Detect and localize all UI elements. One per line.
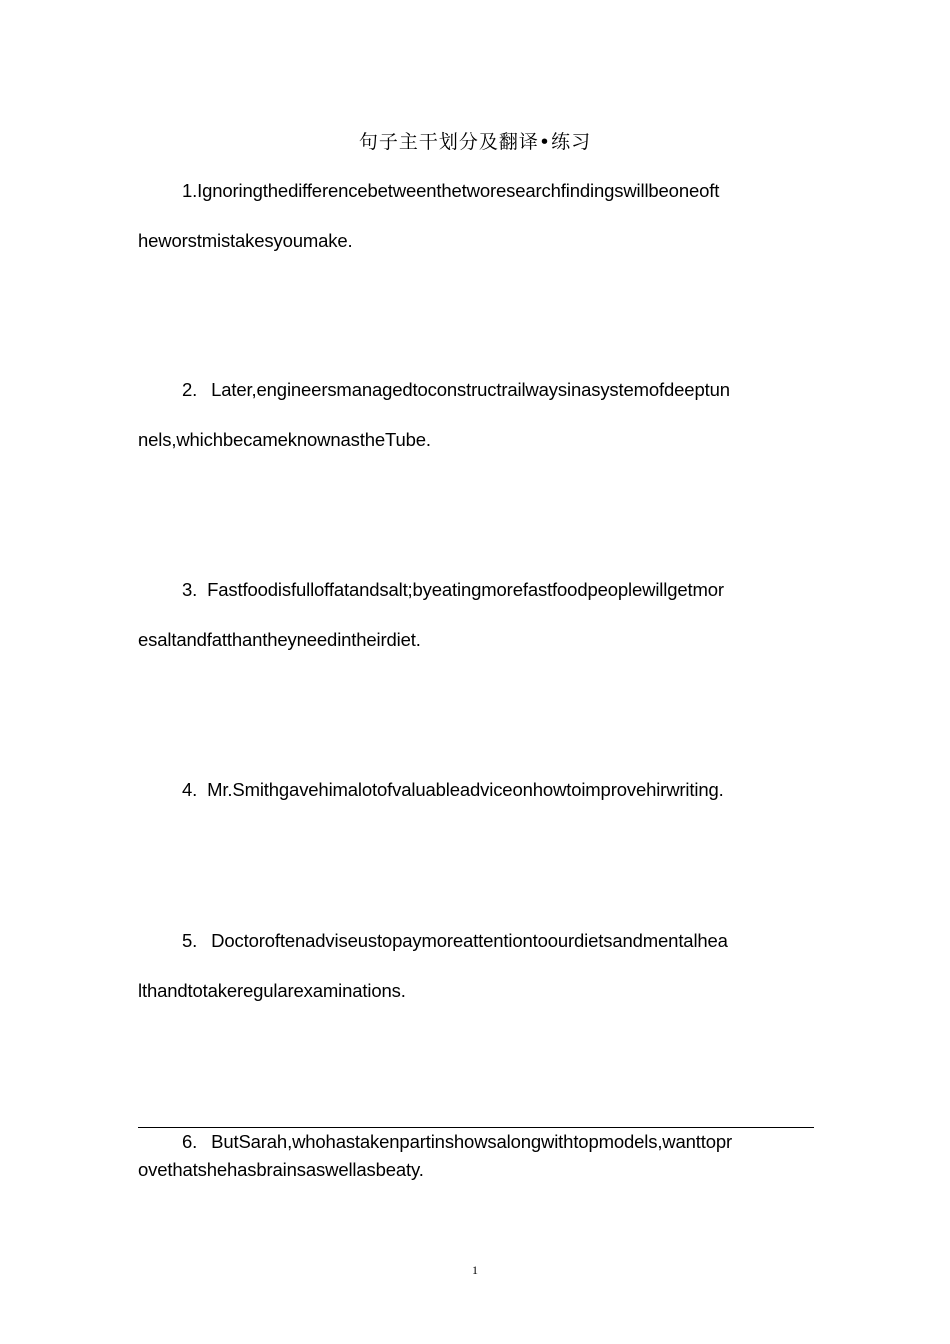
exercise-text-line2: nels,whichbecameknownastheTube.: [138, 429, 431, 450]
exercise-line: [182, 928, 728, 954]
exercise-line: [182, 1129, 732, 1155]
exercise-text-line2: lthandtotakeregularexaminations.: [138, 980, 406, 1001]
exercise-text-line2: ovethatshehasbrainsaswellasbeaty.: [138, 1159, 424, 1180]
exercise-text-line1: Ignoringthedifferencebetweenthetworesearchfindingswillbeoneoft: [197, 180, 720, 201]
exercise-line: [182, 377, 730, 403]
exercise-text-line1: Fastfoodisfulloffatandsalt;byeatingmorefastfoodpeoplewillgetmor: [207, 579, 724, 600]
exercise-line: [182, 777, 724, 803]
exercise-text-line1: ButSarah,whohastakenpartinshowsalongwithtopmodels,wanttopr: [211, 1131, 733, 1152]
page-title: 句子主干划分及翻译•练习: [358, 131, 592, 153]
exercise-number: 6.: [182, 1131, 198, 1152]
exercise-number: 4.: [182, 779, 198, 800]
exercise-number: 5.: [182, 930, 198, 951]
exercise-line: [182, 577, 724, 603]
exercise-number: 3.: [182, 579, 198, 600]
exercise-number: 1.: [182, 180, 198, 201]
exercise-text-line1: Mr.Smithgavehimalotofvaluableadviceonhowtoimprovehirwriting.: [207, 779, 724, 800]
separator-line: [138, 1127, 814, 1128]
page-number: 1: [472, 1263, 478, 1277]
exercise-line: [182, 178, 719, 204]
exercise-text-line2: heworstmistakesyoumake.: [138, 230, 353, 251]
exercise-text-line2: esaltandfatthantheyneedintheirdiet.: [138, 629, 421, 650]
exercise-number: 2.: [182, 379, 198, 400]
exercise-text-line1: Doctoroftenadviseustopaymoreattentiontoourdietsandmentalhea: [211, 930, 728, 951]
exercise-text-line1: Later,engineersmanagedtoconstructrailwaysinasystemofdeeptun: [211, 379, 730, 400]
